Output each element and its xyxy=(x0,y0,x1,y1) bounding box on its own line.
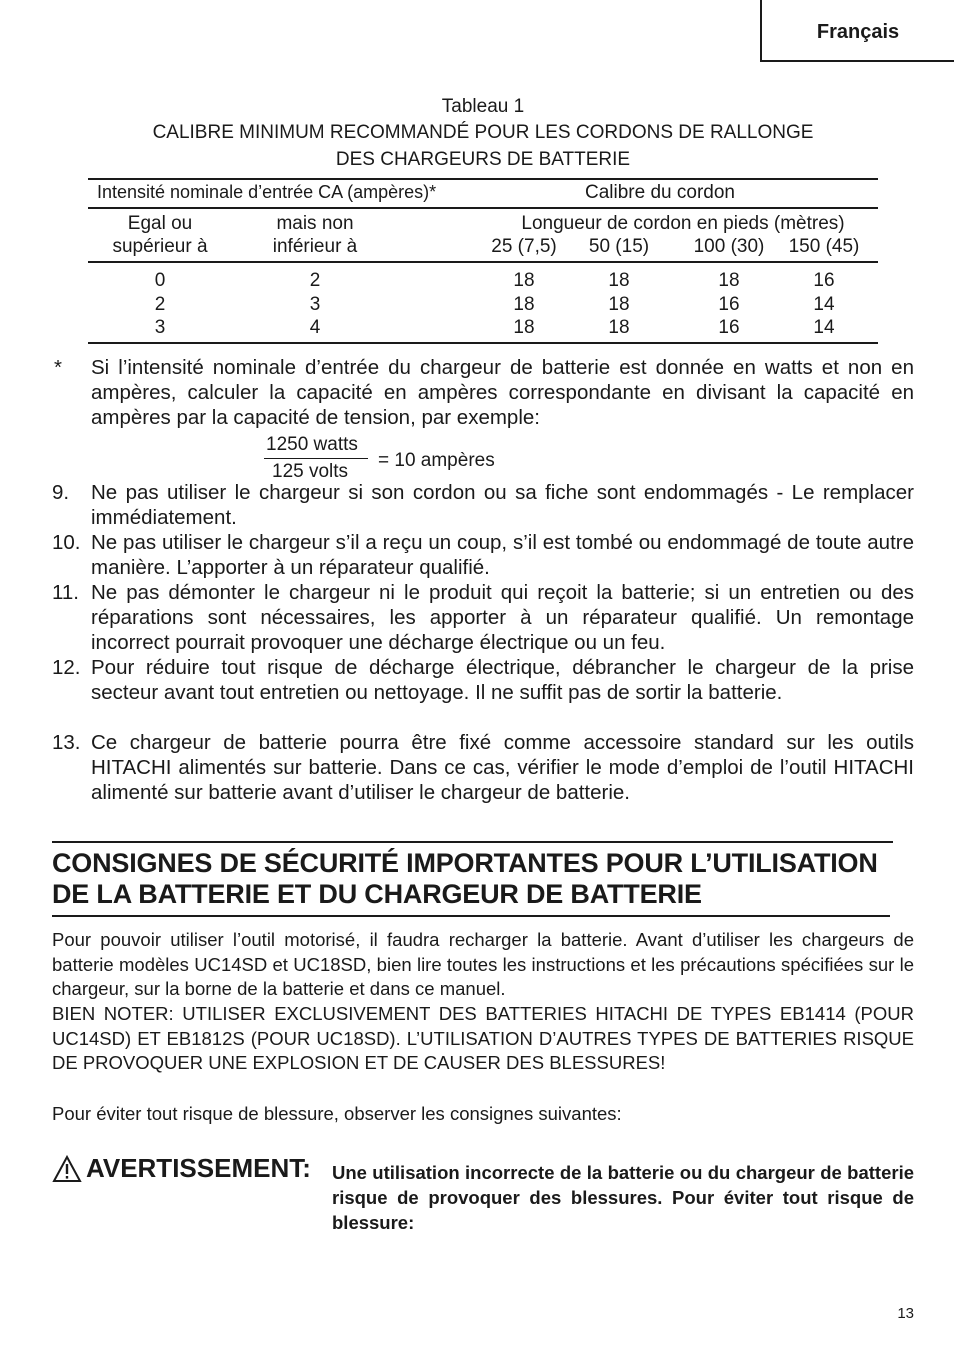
table-cell: 4 xyxy=(309,317,321,338)
item-text: Ce chargeur de batterie pourra être fixé comme accessoire standard sur les outils HITACHI alimentés sur batterie. Dans ce cas, vérifier le mode d’emploi de l’outil HITACHI alimenté sur batterie avant d’utiliser le chargeur de batterie. xyxy=(91,731,914,804)
table-cell: 2 xyxy=(154,294,166,315)
intro-paragraph: Pour pouvoir utiliser l’outil motorisé, il faudra recharger la batterie. Avant d’utiliser les chargeurs de batterie modèles UC14SD et UC18SD, bien lire toutes les instructions et les précautions spécifiées sur le chargeur, sur la borne de la batterie et dans ce manuel. xyxy=(52,929,914,1000)
table-cell: 3 xyxy=(309,294,321,315)
table-cell: 18 xyxy=(608,270,630,291)
table-subheader-rule xyxy=(88,261,878,263)
table-header-rule xyxy=(88,207,878,209)
fraction-result: = 10 ampères xyxy=(378,450,495,471)
header-input-rating: Intensité nominale d’entrée CA (ampères)* xyxy=(97,182,437,202)
table-number: Tableau 1 xyxy=(441,96,525,117)
col-length-50: 50 (15) xyxy=(588,236,650,257)
table-cell: 18 xyxy=(513,294,535,315)
battery-notice: BIEN NOTER: UTILISER EXCLUSIVEMENT DES BATTERIES HITACHI DE TYPES EB1414 (POUR UC14SD) ET EB1812S (POUR UC18SD). L’UTILISATION D’AUTRES TYPES DE BATTERIES RISQUE DE PROVOQUER UNE EXPLOSION ET DE CAUSER DES BLESSURES! xyxy=(52,1003,914,1074)
item-number: 12. xyxy=(52,656,81,679)
col-max-line1: mais non xyxy=(276,213,354,234)
section-title-line2: DE LA BATTERIE ET DU CHARGEUR DE BATTERIE xyxy=(52,879,702,909)
item-text: Ne pas démonter le chargeur ni le produit qui reçoit la batterie; si un entretien ou des réparations sont nécessaires, les apporter à un réparateur qualifié. Un remontage incorrect pourrait provoquer une décharge électrique ou un feu. xyxy=(91,581,914,654)
item-number: 11. xyxy=(52,581,79,604)
item-text: Ne pas utiliser le chargeur si son cordon ou sa fiche sont endommagés - Le remplacer immédiatement. xyxy=(91,481,914,529)
footnote-text: Si l’intensité nominale d’entrée du chargeur de batterie est donnée en watts et non en ampères, calculer la capacité en ampères correspondante en divisant la capacité en ampères par la capacité de tension, par exemple: xyxy=(91,356,914,429)
col-min-line1: Egal ou xyxy=(127,213,193,234)
col-min-line2: supérieur à xyxy=(112,236,208,257)
section-bottom-rule xyxy=(52,915,890,917)
fraction-denominator: 125 volts xyxy=(272,461,349,482)
item-text: Pour réduire tout risque de décharge électrique, débrancher le chargeur de la prise secteur avant tout entretien ou nettoyage. Il ne suffit pas de sortir la batterie. xyxy=(91,656,914,704)
item-number: 13. xyxy=(52,731,81,754)
table-cell: 16 xyxy=(718,294,740,315)
item-text: Ne pas utiliser le chargeur s’il a reçu un coup, s’il est tombé ou endommagé de toute autre manière. L’apporter à un réparateur qualifié. xyxy=(91,531,914,579)
table-cell: 0 xyxy=(154,270,166,291)
table-bottom-rule xyxy=(88,342,878,344)
table-cell: 18 xyxy=(608,317,630,338)
table-cell: 14 xyxy=(813,317,835,338)
section-title-line1: CONSIGNES DE SÉCURITÉ IMPORTANTES POUR L’UTILISATION xyxy=(52,848,878,878)
item-number: 9. xyxy=(52,481,70,504)
fraction-bar xyxy=(264,458,368,459)
col-length-100: 100 (30) xyxy=(693,236,765,257)
language-label: Français xyxy=(816,20,900,43)
col-max-line2: inférieur à xyxy=(272,236,358,257)
item-number: 10. xyxy=(52,531,81,554)
warning-triangle-icon xyxy=(52,1155,82,1183)
table-cell: 16 xyxy=(813,270,835,291)
language-tab xyxy=(760,0,954,62)
page-number: 13 xyxy=(897,1305,914,1322)
warning-label: AVERTISSEMENT: xyxy=(86,1153,311,1183)
section-title xyxy=(52,848,902,910)
table-top-rule xyxy=(88,178,878,180)
header-cord-gauge: Calibre du cordon xyxy=(585,182,735,203)
table-cell: 2 xyxy=(309,270,321,291)
table-cell: 18 xyxy=(718,270,740,291)
warning-label-group xyxy=(52,1153,311,1184)
fraction-numerator: 1250 watts xyxy=(266,434,358,455)
table-cell: 18 xyxy=(608,294,630,315)
section-top-rule xyxy=(52,841,893,843)
col-length-150: 150 (45) xyxy=(788,236,860,257)
table-title-line1: CALIBRE MINIMUM RECOMMANDÉ POUR LES CORDONS DE RALLONGE xyxy=(152,122,814,143)
table-cell: 18 xyxy=(513,317,535,338)
table-cell: 18 xyxy=(513,270,535,291)
safety-instruction-lead: Pour éviter tout risque de blessure, observer les consignes suivantes: xyxy=(52,1103,622,1124)
table-cell: 14 xyxy=(813,294,835,315)
table-cell: 16 xyxy=(718,317,740,338)
table-title-line2: DES CHARGEURS DE BATTERIE xyxy=(335,149,631,170)
table-cell: 3 xyxy=(154,317,166,338)
warning-text: Une utilisation incorrecte de la batterie ou du chargeur de batterie risque de provoquer des blessures. Pour éviter tout risque de blessure: xyxy=(332,1162,914,1233)
footnote-marker: * xyxy=(54,356,62,379)
col-length-25: 25 (7,5) xyxy=(491,236,557,257)
col-length-header: Longueur de cordon en pieds (mètres) xyxy=(521,213,845,234)
